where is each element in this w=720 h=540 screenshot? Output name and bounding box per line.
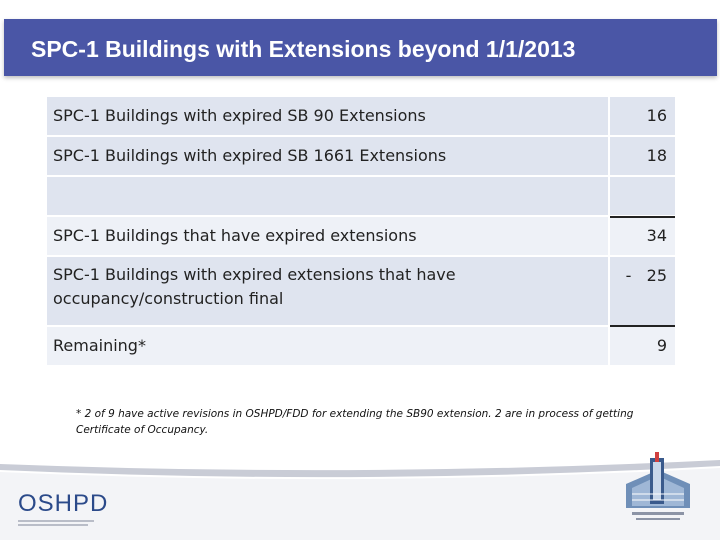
row-value: 18	[646, 146, 667, 165]
row-label: SPC-1 Buildings with expired extensions that have occupancy/construction final	[53, 265, 456, 308]
column-separator	[608, 257, 610, 325]
logo-subtext-graphic	[18, 520, 98, 526]
table-row	[47, 97, 675, 135]
slide-title: SPC-1 Buildings with Extensions beyond 1/1/2013	[31, 36, 576, 62]
row-label: SPC-1 Buildings with expired SB 90 Extensions	[53, 106, 426, 125]
oshpd-logo	[18, 490, 108, 528]
row-value: 9	[656, 336, 667, 355]
column-separator	[608, 177, 610, 215]
footnote: * 2 of 9 have active revisions in OSHPD/FDD for extending the SB90 extension. 2 are in process of getting Certificate of Occupancy.	[76, 408, 634, 436]
total-rule	[610, 325, 675, 327]
column-separator	[608, 217, 610, 255]
building-logo-icon	[618, 450, 698, 534]
row-value: - 25	[625, 266, 667, 285]
row-label: Remaining*	[53, 336, 146, 355]
row-value: 34	[646, 226, 667, 245]
table-row	[47, 327, 675, 365]
table-row-empty	[47, 177, 675, 215]
row-label: SPC-1 Buildings that have expired extensions	[53, 226, 417, 245]
sum-rule	[610, 216, 675, 218]
column-separator	[608, 327, 610, 365]
table-row	[47, 257, 675, 325]
table-row	[47, 217, 675, 255]
column-separator	[608, 97, 610, 135]
table-row	[47, 137, 675, 175]
column-separator	[608, 137, 610, 175]
logo-wordmark: OSHPD	[18, 490, 109, 517]
row-label: SPC-1 Buildings with expired SB 1661 Extensions	[53, 146, 447, 165]
row-value: 16	[646, 106, 667, 125]
